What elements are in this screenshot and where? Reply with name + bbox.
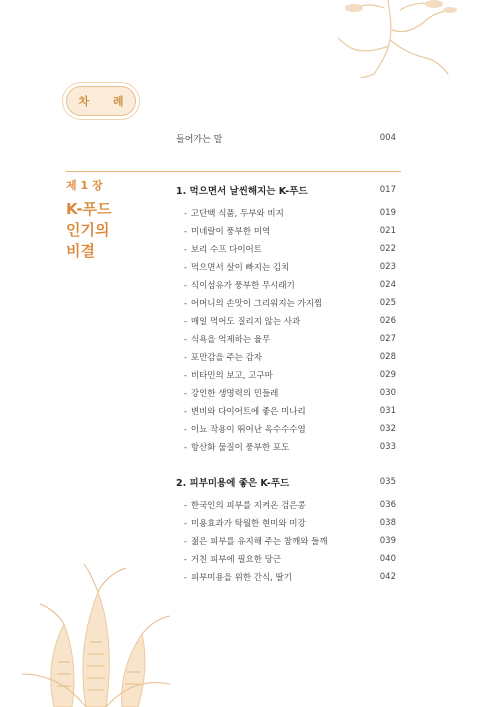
toc-entry-intro[interactable]	[176, 130, 396, 146]
toc-entry-title: 미네랄이 풍부한 미역	[190, 227, 271, 237]
toc-entry-title: 비타민의 보고, 고구마	[190, 371, 273, 381]
toc-entry[interactable]: - 젊은 피부를 유지해 주는 참깨와 들깨 039	[184, 536, 396, 547]
toc-entry-page: 031	[379, 406, 396, 416]
toc-entry-page: 019	[379, 208, 396, 218]
toc-entry-page: 022	[379, 244, 396, 254]
contents-heading-label: 차 례	[78, 95, 134, 108]
chapter-title-line: 비결	[66, 242, 95, 260]
toc-entry-title: 미용효과가 탁월한 현미와 미강	[190, 519, 306, 529]
toc-entry-title: 항산화 물질이 풍부한 포도	[190, 443, 290, 453]
toc-entry-page: 033	[379, 442, 396, 452]
contents-heading	[66, 86, 136, 116]
toc-section-1[interactable]	[176, 182, 396, 198]
toc-entry[interactable]: - 미네랄이 풍부한 미역 021	[184, 226, 396, 237]
toc-entry-title: 먹으면서 살이 빠지는 김치	[190, 263, 290, 273]
toc-section-page: 035	[379, 477, 396, 487]
toc-section-page: 017	[379, 185, 396, 195]
toc-entry[interactable]: - 변비와 다이어트에 좋은 미나리 031	[184, 406, 396, 417]
toc-section-title: 1. 먹으면서 날씬해지는 K-푸드	[176, 186, 308, 197]
chapter-title	[66, 199, 112, 262]
toc-entry-page: 004	[379, 133, 396, 143]
toc-section-title: 2. 피부미용에 좋은 K-푸드	[176, 478, 290, 489]
toc-entry-page: 039	[379, 536, 396, 546]
toc-entry[interactable]: - 먹으면서 살이 빠지는 김치 023	[184, 262, 396, 273]
toc-entry-title: 매일 먹어도 질리지 않는 사과	[190, 317, 301, 327]
toc-entry[interactable]: - 고단백 식품, 두부와 비지 019	[184, 208, 396, 219]
toc-entry-page: 021	[379, 226, 396, 236]
toc-entry-title: 식욕을 억제하는 율무	[190, 335, 271, 345]
toc-entry-page: 029	[379, 370, 396, 380]
toc-entry-title: 강인한 생명력의 민들레	[190, 389, 279, 399]
toc-entry[interactable]: - 식이섬유가 풍부한 무시래기 024	[184, 280, 396, 291]
toc-entry[interactable]: - 강인한 생명력의 민들레 030	[184, 388, 396, 399]
toc-entry-page: 023	[379, 262, 396, 272]
toc-entry[interactable]: - 어머니의 손맛이 그리워지는 가지찜 025	[184, 298, 396, 309]
toc-entry-title: 이뇨 작용이 뛰어난 옥수수수염	[190, 425, 306, 435]
toc-entry-page: 042	[379, 572, 396, 582]
toc-entry-page: 036	[379, 500, 396, 510]
ginseng-illustration	[330, 0, 460, 78]
toc-entry-title: 거친 피부에 필요한 당근	[190, 555, 282, 565]
toc-entry-title: 변비와 다이어트에 좋은 미나리	[190, 407, 306, 417]
toc-entry-title: 보리 수프 다이어트	[190, 245, 262, 255]
section-divider	[66, 171, 401, 172]
toc-entry[interactable]: - 이뇨 작용이 뛰어난 옥수수수염 032	[184, 424, 396, 435]
toc-entry[interactable]: - 매일 먹어도 질리지 않는 사과 026	[184, 316, 396, 327]
chapter-label	[66, 177, 112, 262]
toc-entry[interactable]: - 한국인의 피부를 지켜온 검은콩 036	[184, 500, 396, 511]
toc-entry-page: 032	[379, 424, 396, 434]
toc-entry-page: 026	[379, 316, 396, 326]
toc-entry-page: 025	[379, 298, 396, 308]
toc-entry-title: 들어가는 말	[176, 134, 223, 145]
toc-entry[interactable]: - 포만감을 주는 감자 028	[184, 352, 396, 363]
chapter-title-line: 인기의	[66, 221, 110, 239]
toc-entry[interactable]: - 거친 피부에 필요한 당근 040	[184, 554, 396, 565]
toc-entry-title: 피부미용을 위한 간식, 딸기	[190, 573, 293, 583]
corn-illustration	[14, 562, 174, 707]
toc-entry[interactable]: - 보리 수프 다이어트 022	[184, 244, 396, 255]
toc-entry-page: 030	[379, 388, 396, 398]
toc-entry-page: 027	[379, 334, 396, 344]
toc-entry[interactable]: - 식욕을 억제하는 율무 027	[184, 334, 396, 345]
toc-entry-title: 한국인의 피부를 지켜온 검은콩	[190, 501, 306, 511]
toc-section-2[interactable]	[176, 474, 396, 490]
toc-entry-title: 포만감을 주는 감자	[190, 353, 262, 363]
toc-entry-page: 028	[379, 352, 396, 362]
chapter-number: 제 1 장	[66, 179, 103, 192]
toc-entry-title: 어머니의 손맛이 그리워지는 가지찜	[190, 299, 323, 309]
toc-entry[interactable]: - 미용효과가 탁월한 현미와 미강 038	[184, 518, 396, 529]
toc-entry[interactable]: - 피부미용을 위한 간식, 딸기 042	[184, 572, 396, 583]
chapter-title-line: K-푸드	[66, 200, 112, 218]
toc-entry-title: 젊은 피부를 유지해 주는 참깨와 들깨	[190, 537, 328, 547]
toc-entry-page: 038	[379, 518, 396, 528]
toc-entry-page: 040	[379, 554, 396, 564]
toc-entry[interactable]: - 비타민의 보고, 고구마 029	[184, 370, 396, 381]
toc-entry[interactable]: - 항산화 물질이 풍부한 포도 033	[184, 442, 396, 453]
toc-entry-title: 식이섬유가 풍부한 무시래기	[190, 281, 295, 291]
toc-entry-title: 고단백 식품, 두부와 비지	[190, 209, 284, 219]
toc-entry-page: 024	[379, 280, 396, 290]
